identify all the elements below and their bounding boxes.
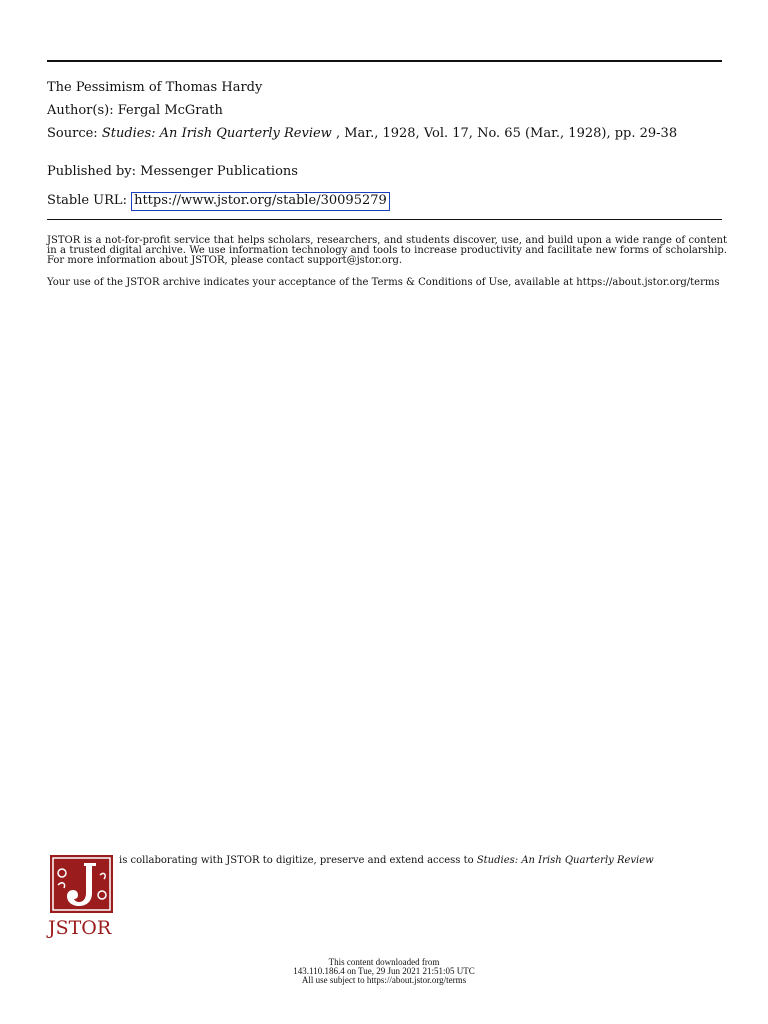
jstor-logo-icon — [50, 855, 113, 913]
author-label: Author(s): — [47, 103, 118, 118]
stable-url-link[interactable]: https://www.jstor.org/stable/30095279 — [131, 192, 390, 211]
collaboration-text: is collaborating with JSTOR to digitize, preserve and extend access to — [119, 855, 477, 866]
journal-title: Studies: An Irish Quarterly Review — [101, 126, 332, 141]
jstor-wordmark: JSTOR — [48, 917, 112, 939]
source-line — [47, 127, 727, 141]
collaboration-statement — [119, 855, 679, 866]
jstor-mission-notice: JSTOR is a not-for-profit service that helps scholars, researchers, and students discover, use, and build upon a wide range of content in a trusted digital archive. We use information technology and tools to increase productivity and facilitate new forms of scholarship. For more information about JSTOR, please contact support@jstor.org. — [47, 235, 727, 266]
stable-url-line — [47, 192, 727, 211]
footer-line-3: All use subject to https://about.jstor.org/terms — [301, 975, 467, 985]
article-title — [47, 81, 727, 95]
publisher-line — [47, 165, 727, 179]
author-line — [47, 104, 727, 118]
source-label: Source: — [47, 126, 102, 141]
collaboration-journal: Studies: An Irish Quarterly Review — [476, 855, 654, 866]
stable-url-label: Stable URL: — [47, 193, 132, 208]
footer-line-2: 143.110.186.4 on Tue, 29 Jun 2021 21:51:05 UTC — [293, 966, 475, 976]
section-divider — [47, 219, 722, 220]
top-rule — [47, 60, 722, 62]
author-name: Fergal McGrath — [117, 103, 223, 118]
source-details: , Mar., 1928, Vol. 17, No. 65 (Mar., 1928), pp. 29-38 — [331, 126, 678, 141]
footer-line-1: This content downloaded from — [328, 957, 440, 967]
article-title-text: The Pessimism of Thomas Hardy — [47, 80, 263, 95]
publisher-label: Published by: — [47, 164, 141, 179]
jstor-logo — [50, 855, 113, 913]
download-footer — [0, 958, 768, 985]
terms-notice: Your use of the JSTOR archive indicates your acceptance of the Terms & Conditions of Use, available at https://about.jstor.org/terms — [47, 277, 720, 288]
publisher-name: Messenger Publications — [140, 164, 298, 179]
